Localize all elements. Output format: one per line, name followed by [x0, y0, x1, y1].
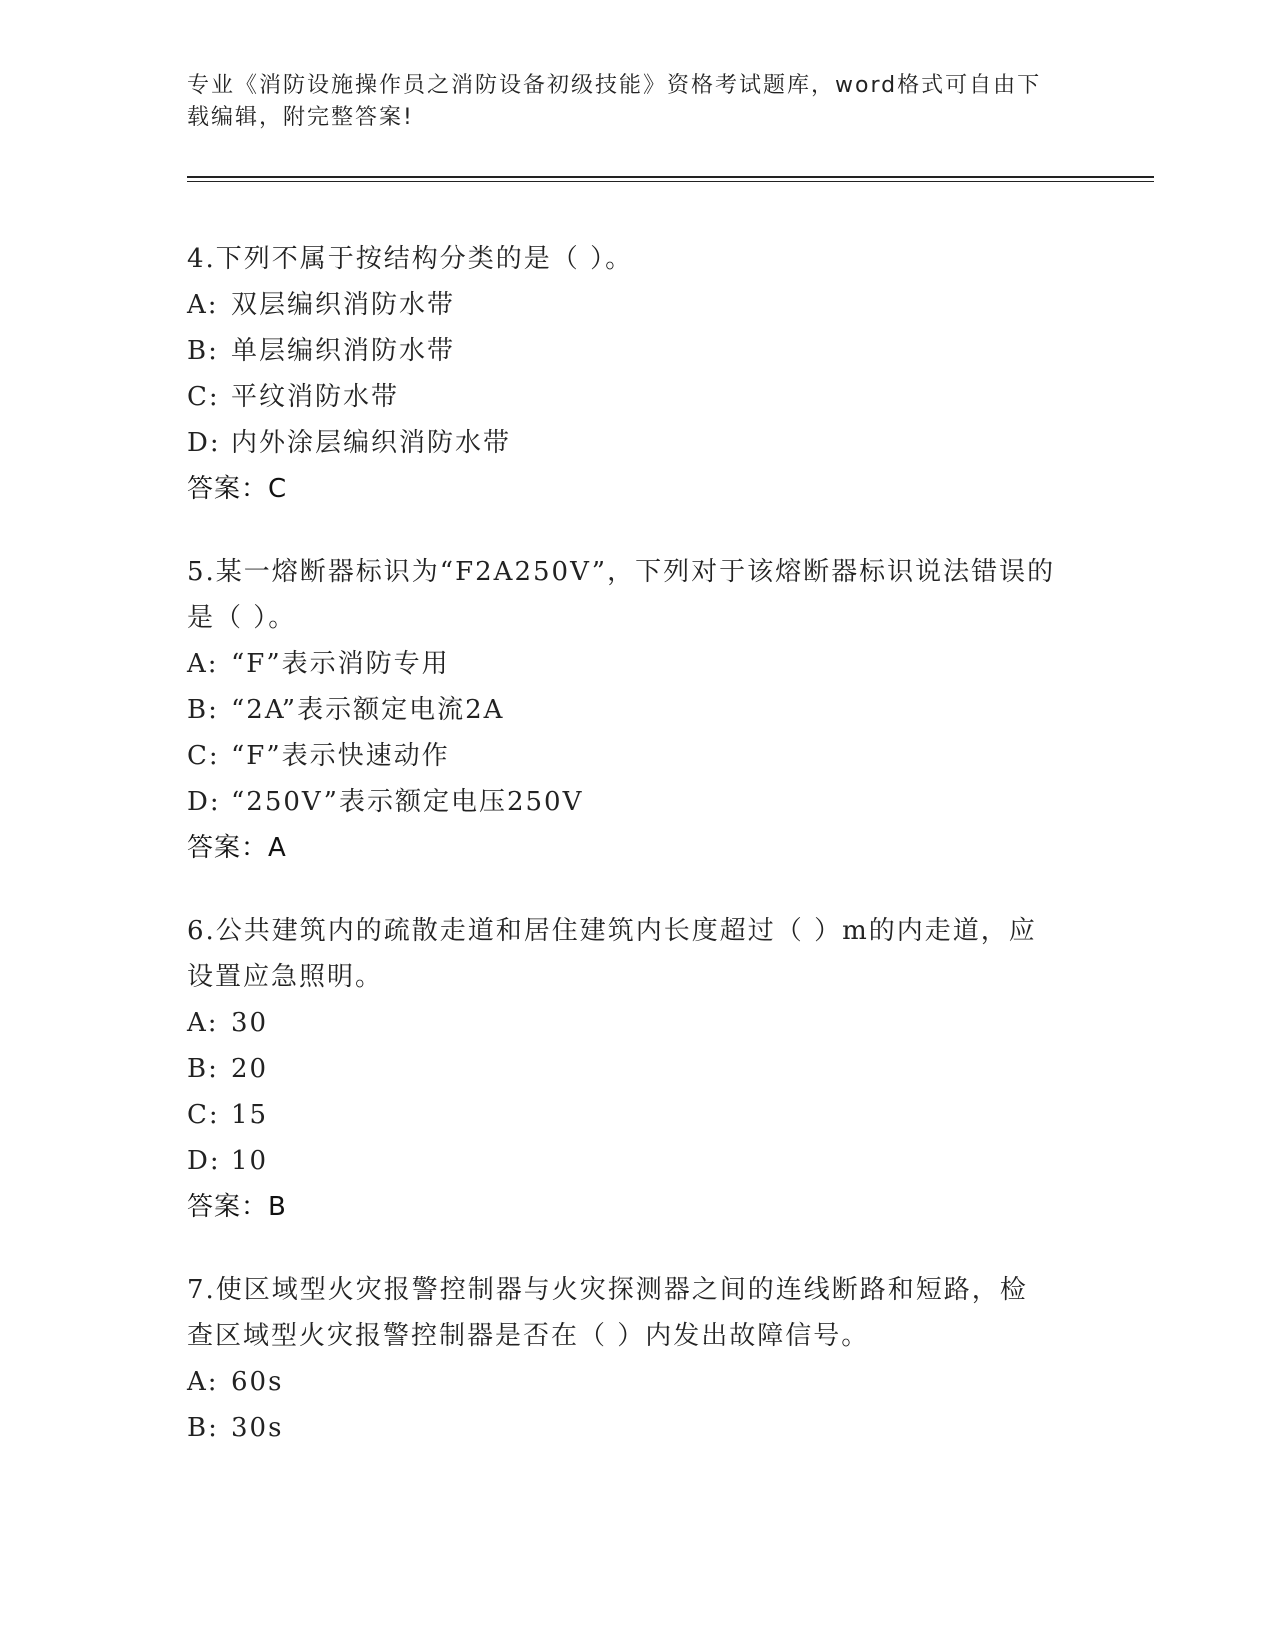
question-stem-line: 设置应急照明。 — [187, 962, 384, 992]
option-key: A: — [187, 290, 219, 320]
option-key: D: — [187, 1146, 221, 1176]
answer-option — [187, 1000, 1087, 1046]
question-stem-line: 7.使区域型火灾报警控制器与火灾探测器之间的连线断路和短路，检 — [187, 1275, 1028, 1305]
header-divider-thin — [187, 181, 1154, 182]
option-key: B: — [187, 1413, 219, 1443]
answer-option — [187, 374, 1087, 420]
answer-option — [187, 779, 1087, 825]
answer-option — [187, 282, 1087, 328]
option-text: 30s — [231, 1413, 284, 1443]
question-stem-line: 是（ ）。 — [187, 603, 297, 633]
option-text: 60s — [231, 1367, 284, 1397]
option-text: “F”表示快速动作 — [231, 741, 450, 771]
option-text: 平纹消防水带 — [231, 382, 400, 412]
option-text: 双层编织消防水带 — [231, 290, 456, 320]
answer-option — [187, 641, 1087, 687]
question-list — [187, 236, 1087, 1488]
option-text: “250V”表示额定电压250V — [231, 787, 584, 817]
answer-line: 答案：C — [187, 474, 288, 504]
option-text: 内外涂层编织消防水带 — [231, 428, 512, 458]
option-key: D: — [187, 428, 221, 458]
header-line-1: 专业《消防设施操作员之消防设备初级技能》资格考试题库，word格式可自由下 — [187, 73, 1042, 98]
answer-line: 答案：B — [187, 1192, 287, 1222]
answer-option — [187, 1046, 1087, 1092]
answer-option — [187, 1092, 1087, 1138]
option-key: D: — [187, 787, 221, 817]
option-key: C: — [187, 741, 220, 771]
answer-option — [187, 420, 1087, 466]
option-text: 15 — [231, 1100, 269, 1130]
answer-option — [187, 1138, 1087, 1184]
option-key: B: — [187, 1054, 219, 1084]
question-stem-line: 5.某一熔断器标识为“F2A250V”，下列对于该熔断器标识说法错误的 — [187, 557, 1056, 587]
option-text: 30 — [231, 1008, 269, 1038]
answer-option — [187, 328, 1087, 374]
document-header — [187, 70, 1087, 134]
option-key: A: — [187, 649, 219, 679]
answer-option — [187, 733, 1087, 779]
option-text: 10 — [231, 1146, 269, 1176]
question-block — [187, 549, 1087, 871]
question-block — [187, 236, 1087, 512]
answer-line: 答案：A — [187, 833, 287, 863]
option-key: C: — [187, 1100, 220, 1130]
question-stem-line: 4.下列不属于按结构分类的是（ ）。 — [187, 244, 634, 274]
header-line-2: 载编辑，附完整答案! — [187, 105, 414, 130]
option-key: B: — [187, 336, 219, 366]
answer-option — [187, 687, 1087, 733]
header-divider-thick — [187, 176, 1154, 178]
question-stem-line: 查区域型火灾报警控制器是否在（ ）内发出故障信号。 — [187, 1321, 870, 1351]
option-text: “F”表示消防专用 — [231, 649, 450, 679]
question-stem-line: 6.公共建筑内的疏散走道和居住建筑内长度超过（ ）m的内走道，应 — [187, 916, 1037, 946]
option-text: 20 — [231, 1054, 269, 1084]
answer-option — [187, 1359, 1087, 1405]
option-text: 单层编织消防水带 — [231, 336, 456, 366]
option-key: A: — [187, 1008, 219, 1038]
option-key: C: — [187, 382, 220, 412]
option-text: “2A”表示额定电流2A — [231, 695, 505, 725]
option-key: B: — [187, 695, 219, 725]
option-key: A: — [187, 1367, 219, 1397]
question-block — [187, 1267, 1087, 1451]
answer-option — [187, 1405, 1087, 1451]
question-block — [187, 908, 1087, 1230]
